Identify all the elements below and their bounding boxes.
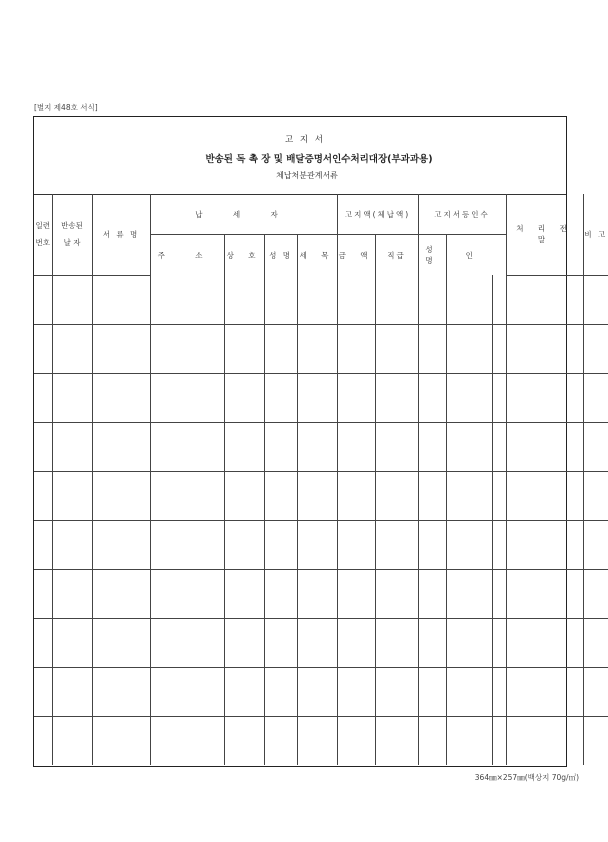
- table-row: [34, 471, 608, 520]
- table-cell[interactable]: [492, 570, 506, 619]
- table-cell[interactable]: [150, 520, 224, 569]
- title-line-3: 체납처분관계서류: [276, 171, 338, 180]
- table-cell[interactable]: [264, 422, 297, 471]
- table-cell[interactable]: [418, 619, 446, 668]
- table-cell[interactable]: [492, 373, 506, 422]
- table-cell[interactable]: [492, 471, 506, 520]
- table-cell[interactable]: [52, 668, 92, 717]
- table-cell[interactable]: [224, 422, 264, 471]
- register-table: [34, 194, 608, 765]
- table-row: [34, 422, 608, 471]
- address-header: 주 소: [150, 235, 224, 276]
- table-cell[interactable]: [34, 422, 52, 471]
- table-row: [34, 619, 608, 668]
- table-cell[interactable]: [506, 373, 583, 422]
- table-cell[interactable]: [264, 520, 297, 569]
- table-cell[interactable]: [52, 373, 92, 422]
- table-cell[interactable]: [92, 668, 150, 717]
- taxpayer-header: 납 세 자: [150, 194, 337, 235]
- table-cell[interactable]: [34, 275, 52, 324]
- table-cell[interactable]: [418, 570, 446, 619]
- amount-header: 금 액: [337, 235, 375, 276]
- table-cell[interactable]: [418, 373, 446, 422]
- table-cell[interactable]: [492, 619, 506, 668]
- table-cell[interactable]: [506, 422, 583, 471]
- register-form: [33, 116, 608, 767]
- serial-header: 일련 번호: [34, 194, 52, 275]
- table-cell[interactable]: [337, 324, 375, 373]
- title-line-2: 반송된 독 촉 장 및 배달증명서인수처리대장(부과과용): [205, 154, 433, 165]
- table-cell[interactable]: [446, 668, 492, 717]
- table-cell[interactable]: [264, 275, 297, 324]
- table-cell[interactable]: [264, 570, 297, 619]
- table-cell[interactable]: [375, 570, 418, 619]
- table-cell[interactable]: [297, 520, 337, 569]
- table-cell[interactable]: [150, 275, 224, 324]
- table-cell[interactable]: [337, 668, 375, 717]
- table-cell[interactable]: [92, 373, 150, 422]
- table-cell[interactable]: [297, 275, 337, 324]
- table-cell[interactable]: [264, 619, 297, 668]
- table-cell[interactable]: [150, 668, 224, 717]
- table-cell[interactable]: [264, 668, 297, 717]
- table-cell[interactable]: [375, 717, 418, 766]
- table-cell[interactable]: [446, 373, 492, 422]
- table-cell[interactable]: [375, 520, 418, 569]
- seal-header: 인: [446, 235, 492, 276]
- table-cell[interactable]: [418, 471, 446, 520]
- table-row: [34, 668, 608, 717]
- table-cell[interactable]: [446, 324, 492, 373]
- table-cell[interactable]: [492, 324, 506, 373]
- table-cell[interactable]: [224, 324, 264, 373]
- table-cell[interactable]: [375, 619, 418, 668]
- table-cell[interactable]: [375, 324, 418, 373]
- table-cell[interactable]: [224, 373, 264, 422]
- returned-date-header: 반송된 날 자: [52, 194, 92, 275]
- table-row: [34, 717, 608, 766]
- table-cell[interactable]: [583, 422, 608, 471]
- title-area: [34, 117, 566, 195]
- table-cell[interactable]: [34, 471, 52, 520]
- table-row: [34, 275, 608, 324]
- table-cell[interactable]: [52, 619, 92, 668]
- table-cell[interactable]: [337, 422, 375, 471]
- table-cell[interactable]: [52, 520, 92, 569]
- table-cell[interactable]: [337, 619, 375, 668]
- table-cell[interactable]: [92, 619, 150, 668]
- table-cell[interactable]: [297, 717, 337, 766]
- table-row: [34, 570, 608, 619]
- table-cell[interactable]: [337, 373, 375, 422]
- table-cell[interactable]: [297, 324, 337, 373]
- table-cell[interactable]: [418, 520, 446, 569]
- table-cell[interactable]: [297, 668, 337, 717]
- table-cell[interactable]: [34, 619, 52, 668]
- table-cell[interactable]: [297, 619, 337, 668]
- table-cell[interactable]: [583, 373, 608, 422]
- table-cell[interactable]: [418, 717, 446, 766]
- table-cell[interactable]: [418, 324, 446, 373]
- table-cell[interactable]: [52, 324, 92, 373]
- table-cell[interactable]: [297, 422, 337, 471]
- table-cell[interactable]: [92, 570, 150, 619]
- table-cell[interactable]: [492, 275, 506, 324]
- table-cell[interactable]: [297, 570, 337, 619]
- table-cell[interactable]: [92, 471, 150, 520]
- table-cell[interactable]: [506, 520, 583, 569]
- table-cell[interactable]: [446, 422, 492, 471]
- table-cell[interactable]: [297, 471, 337, 520]
- table-cell[interactable]: [150, 422, 224, 471]
- table-cell[interactable]: [418, 668, 446, 717]
- table-cell[interactable]: [150, 570, 224, 619]
- table-cell[interactable]: [337, 520, 375, 569]
- taxpayer-name-header: 성 명: [264, 235, 297, 276]
- table-cell[interactable]: [492, 668, 506, 717]
- table-cell[interactable]: [418, 275, 446, 324]
- table-cell[interactable]: [264, 324, 297, 373]
- table-cell[interactable]: [150, 324, 224, 373]
- table-cell[interactable]: [583, 520, 608, 569]
- table-cell[interactable]: [418, 422, 446, 471]
- table-row: [34, 373, 608, 422]
- table-cell[interactable]: [583, 668, 608, 717]
- table-cell[interactable]: [583, 570, 608, 619]
- table-cell[interactable]: [446, 471, 492, 520]
- table-cell[interactable]: [583, 717, 608, 766]
- paper-spec: 364㎜×257㎜(백상지 70g/㎡): [474, 773, 579, 782]
- trade-name-header: 상 호: [224, 235, 264, 276]
- table-cell[interactable]: [52, 471, 92, 520]
- table-cell[interactable]: [224, 520, 264, 569]
- table-cell[interactable]: [52, 717, 92, 766]
- table-cell[interactable]: [337, 717, 375, 766]
- table-cell[interactable]: [583, 324, 608, 373]
- receiver-name-header: 성 명: [418, 235, 446, 276]
- table-cell[interactable]: [506, 471, 583, 520]
- table-cell[interactable]: [52, 570, 92, 619]
- table-cell[interactable]: [92, 717, 150, 766]
- table-cell[interactable]: [150, 373, 224, 422]
- form-number-label: [별지 제48호 서식]: [34, 103, 98, 112]
- table-cell[interactable]: [337, 275, 375, 324]
- table-cell[interactable]: [446, 619, 492, 668]
- table-cell[interactable]: [34, 717, 52, 766]
- table-cell[interactable]: [337, 570, 375, 619]
- table-cell[interactable]: [506, 717, 583, 766]
- table-cell[interactable]: [264, 717, 297, 766]
- table-cell[interactable]: [92, 324, 150, 373]
- table-cell[interactable]: [337, 471, 375, 520]
- table-cell[interactable]: [52, 275, 92, 324]
- table-cell[interactable]: [264, 373, 297, 422]
- table-cell[interactable]: [150, 471, 224, 520]
- doc-name-header: 서 류 명: [92, 194, 150, 275]
- table-cell[interactable]: [34, 520, 52, 569]
- table-cell[interactable]: [150, 717, 224, 766]
- table-cell[interactable]: [34, 570, 52, 619]
- table-cell[interactable]: [224, 717, 264, 766]
- table-cell[interactable]: [224, 275, 264, 324]
- table-row: [34, 324, 608, 373]
- table-cell[interactable]: [446, 275, 492, 324]
- table-cell[interactable]: [506, 668, 583, 717]
- table-row: [34, 520, 608, 569]
- table-cell[interactable]: [583, 471, 608, 520]
- table-cell[interactable]: [224, 471, 264, 520]
- table-cell[interactable]: [375, 471, 418, 520]
- table-cell[interactable]: [150, 619, 224, 668]
- table-cell[interactable]: [583, 619, 608, 668]
- table-cell[interactable]: [506, 619, 583, 668]
- tax-item-header: 세 목: [297, 235, 337, 276]
- position-header: 직급: [375, 235, 418, 276]
- table-cell[interactable]: [375, 668, 418, 717]
- table-cell[interactable]: [492, 422, 506, 471]
- table-cell[interactable]: [92, 520, 150, 569]
- notice-amount-header: 고지액(체납액): [337, 194, 418, 235]
- remarks-header: 비 고: [583, 194, 608, 275]
- table-cell[interactable]: [92, 275, 150, 324]
- table-cell[interactable]: [446, 570, 492, 619]
- table-cell[interactable]: [375, 275, 418, 324]
- table-cell[interactable]: [506, 275, 583, 324]
- table-cell[interactable]: [92, 422, 150, 471]
- table-cell[interactable]: [446, 520, 492, 569]
- table-cell[interactable]: [583, 275, 608, 324]
- table-cell[interactable]: [34, 373, 52, 422]
- header-row-1: [34, 194, 608, 235]
- table-cell[interactable]: [492, 520, 506, 569]
- table-cell[interactable]: [375, 373, 418, 422]
- table-cell[interactable]: [34, 324, 52, 373]
- table-cell[interactable]: [492, 717, 506, 766]
- table-cell[interactable]: [297, 373, 337, 422]
- title-line-1: 고 지 서: [284, 135, 326, 145]
- table-cell[interactable]: [375, 422, 418, 471]
- table-cell[interactable]: [224, 668, 264, 717]
- table-cell[interactable]: [506, 324, 583, 373]
- table-cell[interactable]: [224, 619, 264, 668]
- table-cell[interactable]: [264, 471, 297, 520]
- table-cell[interactable]: [34, 668, 52, 717]
- notice-receipt-header: 고지서등인수: [418, 194, 506, 235]
- table-cell[interactable]: [224, 570, 264, 619]
- table-cell[interactable]: [52, 422, 92, 471]
- table-cell[interactable]: [506, 570, 583, 619]
- table-cell[interactable]: [446, 717, 492, 766]
- processing-header: 처 리 전 말: [506, 194, 583, 275]
